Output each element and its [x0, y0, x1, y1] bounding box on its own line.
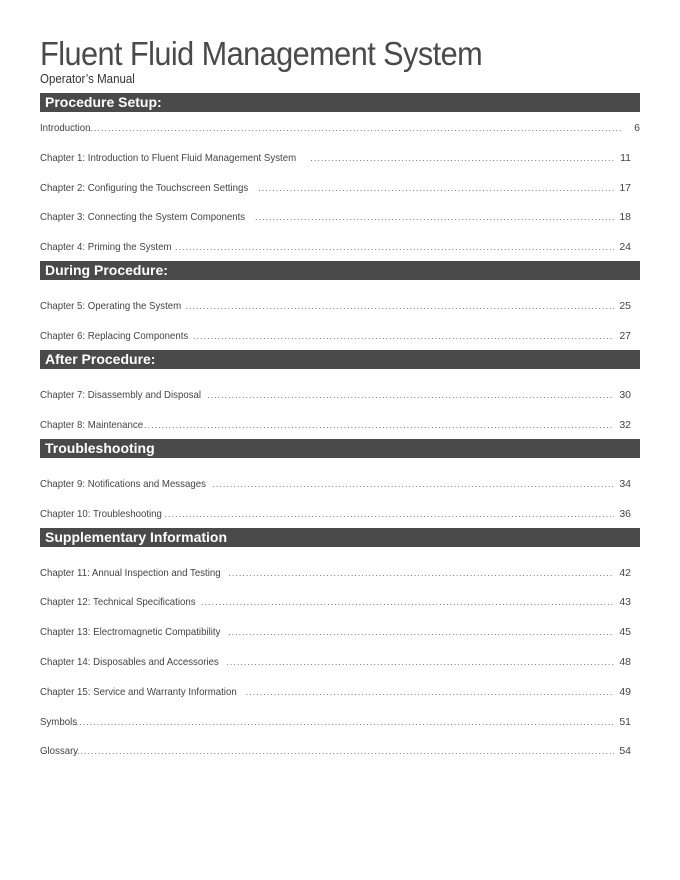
toc-entry[interactable] [40, 596, 640, 626]
dot-leader [258, 183, 614, 193]
section-heading: Troubleshooting [40, 439, 640, 458]
dot-leader [186, 301, 615, 311]
toc-entry-title[interactable]: Chapter 5: Operating the System [40, 300, 182, 313]
toc-entry-title[interactable]: Chapter 3: Connecting the System Components [40, 211, 246, 224]
dot-leader [165, 509, 614, 519]
document-subtitle: Operator’s Manual [40, 72, 135, 86]
toc-entry-page[interactable]: 48 [619, 655, 631, 668]
toc-entry-page[interactable]: 6 [634, 122, 640, 134]
section-heading: During Procedure: [40, 261, 640, 280]
toc-entry[interactable] [40, 478, 640, 508]
dot-leader [255, 212, 614, 222]
toc-entry[interactable] [40, 686, 640, 716]
dot-leader [175, 242, 614, 252]
toc-page [40, 36, 640, 775]
toc-entry-page[interactable]: 42 [619, 566, 631, 579]
toc-entry-title[interactable]: Symbols [40, 715, 78, 728]
document-title: Fluent Fluid Management System [40, 35, 483, 72]
toc-entry-page[interactable]: 36 [619, 507, 631, 520]
toc-entry[interactable] [40, 745, 640, 775]
toc-section-after-procedure [40, 350, 640, 439]
toc-entry[interactable] [40, 419, 640, 439]
toc-entry-title[interactable]: Chapter 9: Notifications and Messages [40, 477, 206, 490]
dot-leader [228, 568, 614, 578]
toc-entry-title[interactable]: Chapter 2: Configuring the Touchscreen Settings [40, 181, 249, 194]
dot-leader [246, 687, 614, 697]
toc-entry-title[interactable]: Chapter 10: Troubleshooting [40, 507, 162, 520]
toc-entry-page[interactable]: 17 [619, 181, 631, 194]
toc-entry-page[interactable]: 43 [619, 596, 631, 609]
section-heading: Procedure Setup: [40, 93, 640, 112]
toc-entry-title[interactable]: Chapter 15: Service and Warranty Information [40, 685, 237, 698]
dot-leader [193, 331, 614, 341]
toc-entry[interactable] [40, 182, 640, 212]
toc-entry[interactable] [40, 508, 640, 528]
section-heading: After Procedure: [40, 350, 640, 369]
toc-entry-title[interactable]: Chapter 1: Introduction to Fluent Fluid Management System [40, 151, 297, 164]
dot-leader [228, 627, 614, 637]
toc-entry[interactable] [40, 389, 640, 419]
toc-entry[interactable] [40, 567, 640, 597]
toc-entry[interactable] [40, 122, 640, 152]
toc-entry-page[interactable]: 27 [619, 329, 631, 342]
toc-entry-title[interactable]: Chapter 4: Priming the System [40, 241, 172, 254]
toc-entry-title[interactable]: Chapter 11: Annual Inspection and Testing [40, 566, 221, 579]
toc-entry-title[interactable]: Chapter 7: Disassembly and Disposal [40, 388, 202, 401]
dot-leader [207, 390, 614, 400]
toc-entry[interactable] [40, 330, 640, 350]
toc-entry-title[interactable]: Chapter 14: Disposables and Accessories [40, 655, 219, 668]
toc-entry-page[interactable]: 51 [619, 715, 631, 728]
dot-leader [212, 479, 614, 489]
toc-entry-page[interactable]: 34 [619, 477, 631, 490]
toc-section-during-procedure [40, 261, 640, 350]
dot-leader [73, 746, 614, 756]
toc-entry-page[interactable]: 11 [620, 151, 631, 164]
toc-entry-page[interactable]: 24 [619, 241, 631, 254]
toc-entry-title[interactable]: Glossary [40, 745, 79, 758]
toc-entry-page[interactable]: 18 [619, 211, 631, 224]
toc-entry-page[interactable]: 45 [619, 626, 631, 639]
toc-entry-page[interactable]: 32 [619, 418, 631, 431]
toc-entry[interactable] [40, 241, 640, 261]
toc-entry-title[interactable]: Chapter 6: Replacing Components [40, 329, 189, 342]
dot-leader [310, 153, 614, 163]
toc-section-procedure-setup [40, 93, 640, 261]
toc-entry-page[interactable]: 54 [619, 745, 631, 758]
toc-entry-page[interactable]: 30 [619, 388, 631, 401]
toc-entry[interactable] [40, 656, 640, 686]
toc-entry-page[interactable]: 49 [619, 685, 631, 698]
toc-entry[interactable] [40, 152, 640, 182]
toc-entry-page[interactable]: 25 [619, 300, 631, 313]
toc-entry[interactable] [40, 626, 640, 656]
toc-section-supplementary-information [40, 528, 640, 776]
dot-leader [87, 123, 623, 133]
toc-entry[interactable] [40, 716, 640, 746]
toc-entry[interactable] [40, 300, 640, 330]
toc-entry-title[interactable]: Introduction [40, 122, 91, 134]
dot-leader [201, 597, 614, 607]
dot-leader [72, 717, 614, 727]
toc-entry[interactable] [40, 211, 640, 241]
toc-section-troubleshooting [40, 439, 640, 528]
dot-leader [226, 657, 614, 667]
toc-entry-title[interactable]: Chapter 12: Technical Specifications [40, 596, 196, 609]
toc-entry-title[interactable]: Chapter 13: Electromagnetic Compatibility [40, 626, 221, 639]
dot-leader [144, 420, 614, 430]
toc-entry-title[interactable]: Chapter 8: Maintenance [40, 418, 144, 431]
section-heading: Supplementary Information [40, 528, 640, 547]
